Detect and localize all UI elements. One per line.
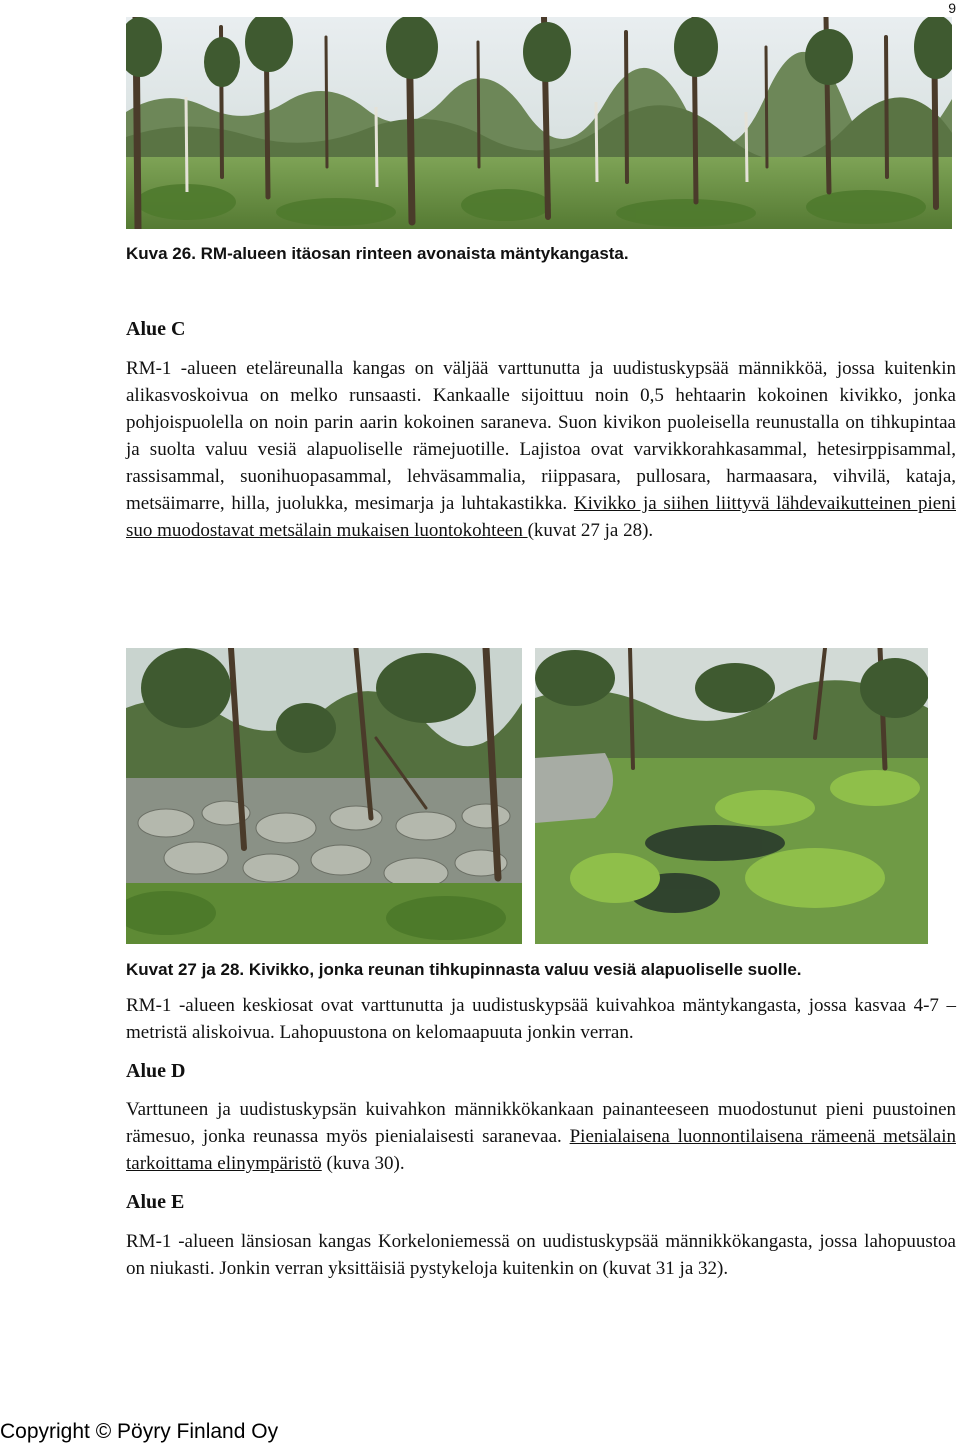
section-d-heading: Alue D	[126, 1060, 186, 1082]
boulder-field-illustration	[126, 648, 522, 944]
section-c-paragraph	[126, 355, 956, 544]
mire-photo-28	[535, 648, 928, 944]
figure-26-caption: Kuva 26. RM-alueen itäosan rinteen avonaista mäntykangasta.	[126, 244, 629, 263]
section-d-underlined-text: Pienialaisena luonnontilaisena rämeenä metsälain tarkoittama elinympäristö	[126, 1126, 956, 1174]
section-c-tail-text: (kuvat 27 ja 28).	[527, 520, 654, 541]
section-d-tail-text: (kuva 30).	[321, 1153, 405, 1174]
section-c-text: RM-1 -alueen eteläreunalla kangas on väljää varttunutta ja uudistuskypsää männikköä, jossa kuitenkin alikasvoskoivua on melko runsaasti. Kankaalle sijoittuu noin 0,5 hehtaarin kokoinen kivikko, jonka pohjoispuolella on noin parin aarin kokoinen saraneva. Suon kivikon puoleisella reunustalla on tihkupintaa ja suolta valuu vesiä alapuoliselle rämejuotille. Lajistoa ovat varvikkorahkasammal, hetesirppisammal, rassisammal, suonihuopasammal, lehväsammalia, riippasara, pullosara, harmaasara, vihvilä, kataja, metsäimarre, hilla, juolukka, mesimarja ja luhtakastikka.	[126, 358, 956, 514]
section-e-heading: Alue E	[126, 1191, 185, 1213]
pine-forest-illustration	[126, 17, 952, 229]
section-d-text: Varttuneen ja uudistuskypsän kuivahkon männikkökankaan painanteeseen muodostunut pieni puustoinen rämesuo, jonka reunassa myös pienialaisesti saranevaa.	[126, 1099, 956, 1147]
section-e-paragraph: RM-1 -alueen länsiosan kangas Korkeloniemessä on uudistuskypsää männikkökangasta, jossa lahopuustoa on niukasti. Jonkin verran yksittäisiä pystykeloja kuitenkin on (kuvat 31 ja 32).	[126, 1231, 956, 1279]
boulder-field-photo-27	[126, 648, 522, 944]
footer-copyright: Copyright © Pöyry Finland Oy	[0, 1420, 279, 1443]
section-c-heading: Alue C	[126, 318, 186, 340]
section-c-extra-paragraph: RM-1 -alueen keskiosat ovat varttunutta ja uudistuskypsää kuivahkoa mäntykangasta, jossa kasvaa 4-7 –metristä aliskoivua. Lahopuustona on kelomaapuuta jonkin verran.	[126, 995, 956, 1043]
section-c-underlined-text: Kivikko ja siihen liittyvä lähdevaikutteinen pieni suo muodostavat metsälain mukaisen luontokohteen	[126, 493, 956, 541]
section-d-paragraph	[126, 1096, 956, 1177]
mire-illustration	[535, 648, 928, 944]
figure-27-28-caption: Kuvat 27 ja 28. Kivikko, jonka reunan tihkupinnasta valuu vesiä alapuoliselle suolle.	[126, 960, 802, 979]
forest-photo-26	[126, 17, 952, 229]
page-number: 9	[948, 0, 956, 16]
